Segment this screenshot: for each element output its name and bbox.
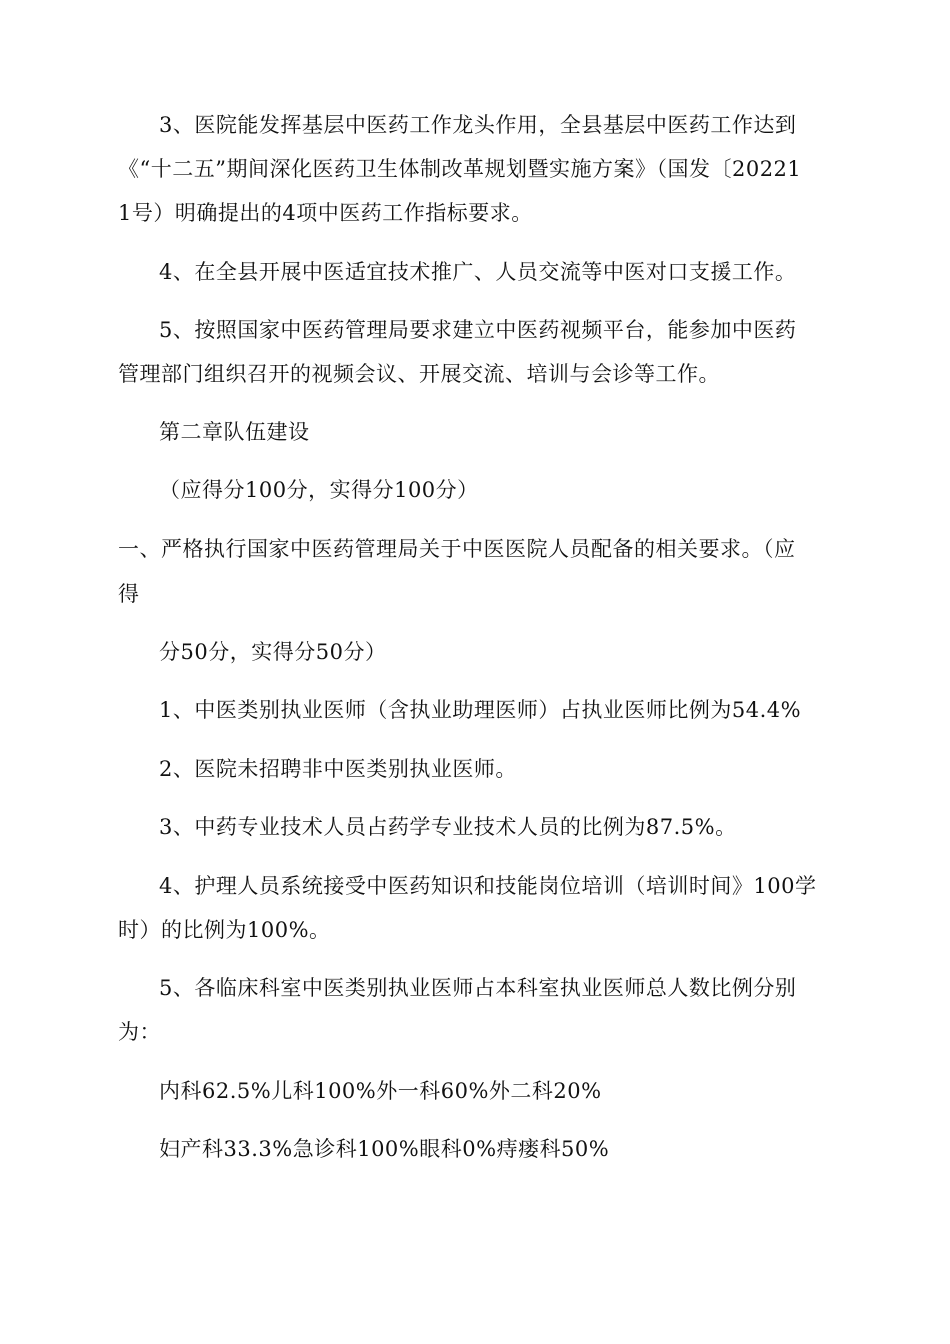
paragraph-line: 1号）明确提出的4项中医药工作指标要求。 [118, 201, 533, 225]
list-item: 2、医院未招聘非中医类别执业医师。 [159, 757, 517, 781]
paragraph-line: 管理部门组织召开的视频会议、开展交流、培训与会诊等工作。 [118, 362, 720, 386]
paragraph-line: 5、按照国家中医药管理局要求建立中医药视频平台，能参加中医药 [159, 318, 797, 342]
department-ratio-line: 妇产科33.3%急诊科100%眼科0%痔瘘科50% [159, 1137, 610, 1161]
score-line: 分50分，实得分50分） [159, 640, 387, 664]
score-line: （应得分100分，实得分100分） [159, 478, 479, 502]
paragraph-line: 4、在全县开展中医适宜技术推广、人员交流等中医对口支援工作。 [159, 260, 797, 284]
paragraph-line: 为： [118, 1020, 161, 1044]
paragraph-line: 时）的比例为100%。 [118, 918, 331, 942]
section-heading: 一、严格执行国家中医药管理局关于中医医院人员配备的相关要求。（应 [118, 537, 796, 561]
list-item: 3、中药专业技术人员占药学专业技术人员的比例为87.5%。 [159, 815, 737, 839]
paragraph-line: 得 [118, 582, 140, 606]
list-item: 1、中医类别执业医师（含执业助理医师）占执业医师比例为54.4% [159, 698, 802, 722]
paragraph-line: 《“十二五”期间深化医药卫生体制改革规划暨实施方案》（国发〔20221 [118, 157, 802, 181]
chapter-heading: 第二章队伍建设 [159, 420, 310, 444]
list-item: 4、护理人员系统接受中医药知识和技能岗位培训（培训时间》100学 [159, 874, 817, 898]
list-item: 5、各临床科室中医类别执业医师占本科室执业医师总人数比例分别 [159, 976, 797, 1000]
department-ratio-line: 内科62.5%儿科100%外一科60%外二科20% [159, 1079, 602, 1103]
paragraph-line: 3、医院能发挥基层中医药工作龙头作用，全县基层中医药工作达到 [159, 113, 797, 137]
